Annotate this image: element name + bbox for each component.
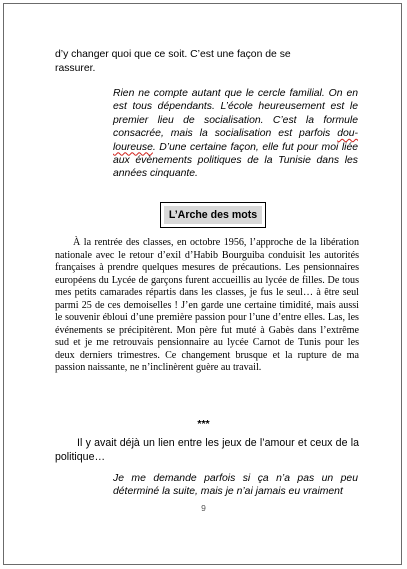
spellcheck-flagged-word: dou-loureuse (113, 128, 358, 153)
section-separator: *** (197, 418, 210, 430)
section-heading: L’Arche des mots (164, 206, 262, 224)
quote-1-text-b: . D’une certaine façon, elle fut pour moi liée aux évènements politiques de la Tunisie dans les années cinquante. (113, 141, 358, 180)
continuation-line-2: rassurer. (55, 62, 96, 74)
body-paragraph-2: Il y avait déjà un lien entre les jeux de l’amour et ceux de la politique… (55, 437, 359, 463)
quote-block-2: Je me demande parfois si ça n’a pas un peu déterminé la suite, mais je n’ai jamais eu vraiment (113, 473, 358, 498)
quote-block-1 (113, 87, 358, 181)
body-paragraph-serif: À la rentrée des classes, en octobre 1956, l’approche de la libération nationale avec le retour d’exil d’Habib Bourguiba conduisit les autorités françaises à prendre quelques mesures de précautions. Les pensionnaires européens du Lycée de garçons furent accueillis au lycée de filles. De tous mes petits camarades répartis dans les classes, je fus le seul… à être seul parmi 25 de ces demoiselles ! J’en garde une certaine timidité, mais aussi le souvenir ébloui d’une première passion pour l’une d’entre elles. Las, les événements se précipitèrent. Mon père fut muté à Gabès dans l’extrême sud et je me retrouvais pensionnaire au lycée Carnot de Tunis pour les deux derniers trimestres. Ce changement brusque et la rupture de ma passion naissante, ne n’inclinèrent guère au travail. (55, 237, 359, 373)
section-heading-box (160, 202, 266, 228)
continuation-line-1: d’y changer quoi que ce soit. C’est une façon de se (55, 49, 291, 60)
quote-1-text-a: Rien ne compte autant que le cercle familial. On en est tous dépendants. L’école heureusement est le premier lieu de socialisation. C’est la formule consacrée, mais la socialisation est parfois (113, 88, 358, 140)
continuation-paragraph (55, 48, 359, 75)
page-number: 9 (201, 503, 206, 513)
